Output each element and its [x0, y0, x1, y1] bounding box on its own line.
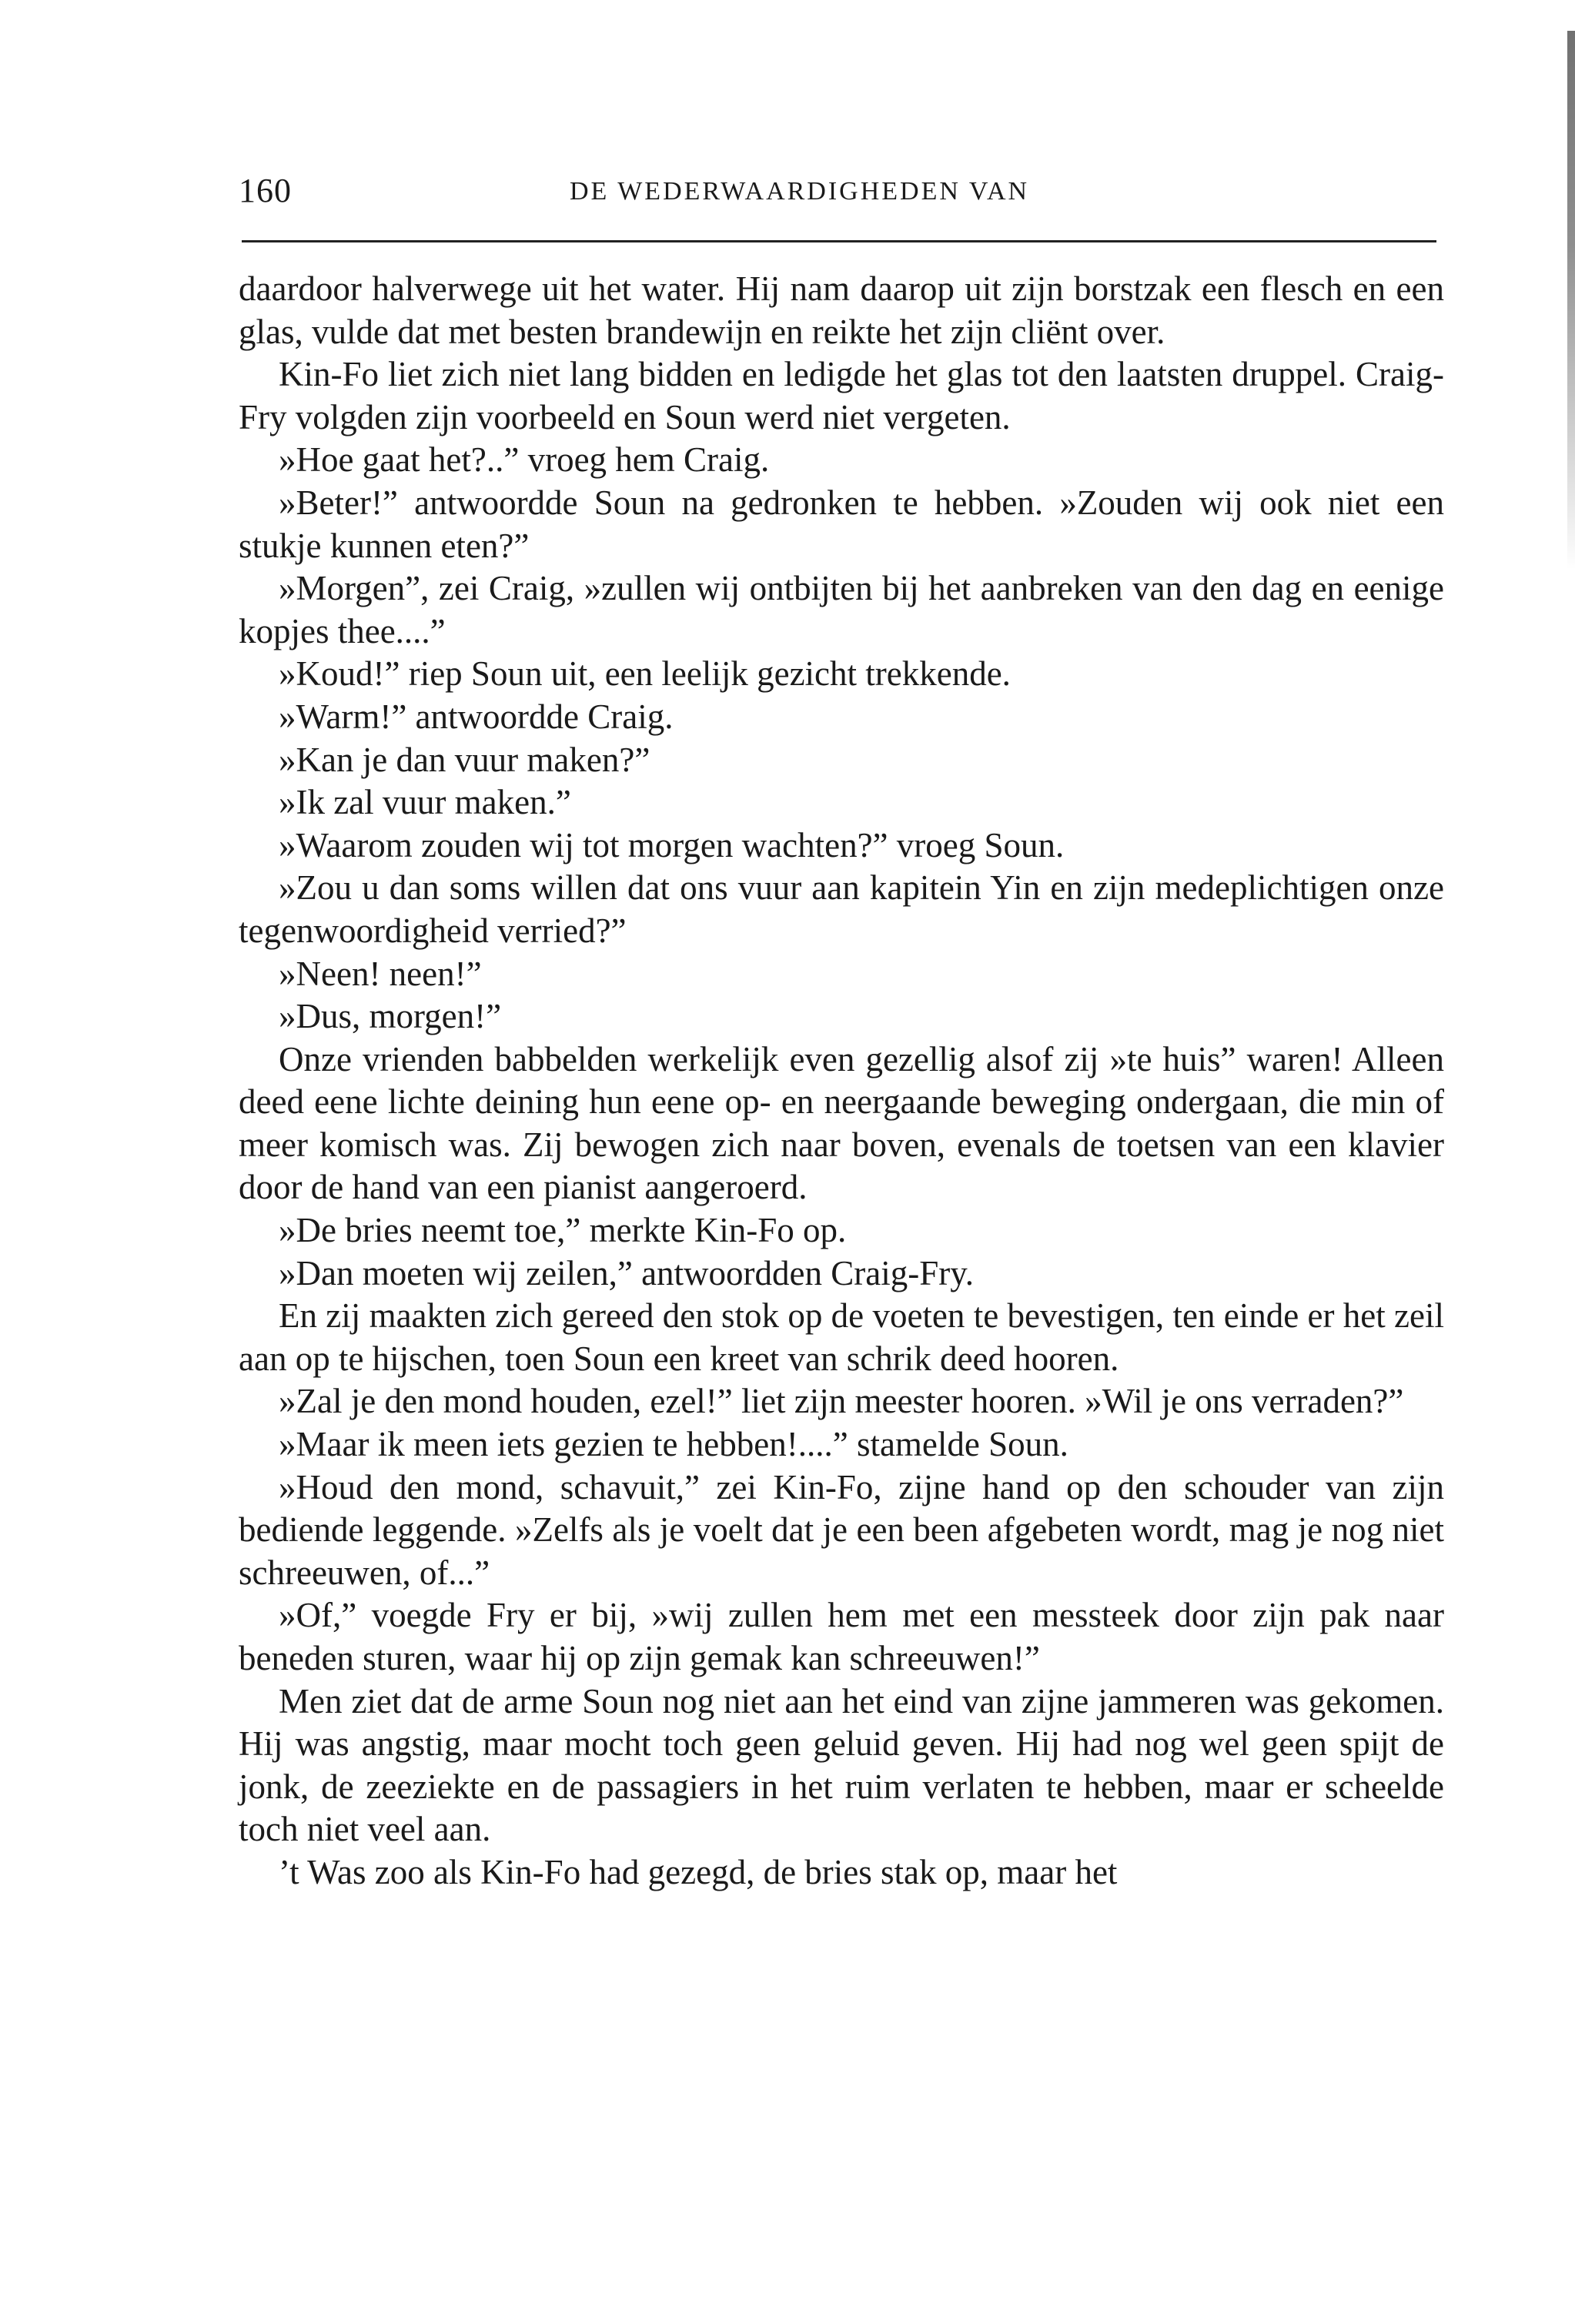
paragraph: »Morgen”, zei Craig, »zullen wij ontbijten bij het aanbreken van den dag en eenige kopjes thee....” — [239, 569, 1444, 650]
paragraph: »Waarom zouden wij tot morgen wachten?” vroeg Soun. — [279, 825, 1065, 864]
paragraph: »Kan je dan vuur maken?” — [279, 740, 650, 779]
paragraph: »Ik zal vuur maken.” — [279, 783, 571, 822]
page-header — [239, 171, 1440, 217]
paragraph: Kin-Fo liet zich niet lang bidden en ledigde het glas tot den laatsten druppel. Craig-Fry volgden zijn voorbeeld en Soun werd niet vergeten. — [239, 355, 1444, 436]
paragraph: »De bries neemt toe,” merkte Kin-Fo op. — [279, 1211, 847, 1250]
paragraph: daardoor halverwege uit het water. Hij nam daarop uit zijn borstzak een flesch en een glas, vulde dat met besten brandewijn en reikte het zijn cliënt over. — [239, 269, 1444, 351]
paragraph: »Koud!” riep Soun uit, een leelijk gezicht trekkende. — [279, 654, 1011, 694]
paragraph: »Dus, morgen!” — [279, 997, 502, 1036]
paragraph: »Warm!” antwoordde Craig. — [279, 697, 674, 736]
paragraph: »Maar ik meen iets gezien te hebben!....” stamelde Soun. — [279, 1425, 1068, 1464]
running-head: DE WEDERWAARDIGHEDEN VAN — [570, 177, 1030, 206]
paragraph: »Beter!” antwoordde Soun na gedronken te hebben. »Zouden wij ook niet een stukje kunnen eten?” — [239, 483, 1444, 565]
paragraph: »Of,” voegde Fry er bij, »wij zullen hem met een messteek door zijn pak naar beneden sturen, waar hij op zijn gemak kan schreeuwen!” — [239, 1596, 1444, 1677]
paragraph: »Neen! neen!” — [279, 954, 482, 993]
page-number: 160 — [239, 172, 292, 209]
paragraph: »Zou u dan soms willen dat ons vuur aan kapitein Yin en zijn medeplichtigen onze tegenwoordigheid verried?” — [239, 868, 1444, 950]
paragraph: ’t Was zoo als Kin-Fo had gezegd, de bries stak op, maar het — [279, 1852, 1118, 1891]
paragraph: »Dan moeten wij zeilen,” antwoordden Craig-Fry. — [279, 1253, 975, 1292]
page-edge-shadow — [1567, 31, 1575, 570]
paragraph: »Zal je den mond houden, ezel!” liet zijn meester hooren. »Wil je ons verraden?” — [279, 1382, 1404, 1421]
body-text — [239, 268, 1444, 1894]
paragraph: »Hoe gaat het?..” vroeg hem Craig. — [279, 440, 770, 480]
header-rule — [242, 240, 1436, 242]
paragraph: En zij maakten zich gereed den stok op de voeten te bevestigen, ten einde er het zeil aan op te hijschen, toen Soun een kreet van schrik deed hooren. — [239, 1296, 1444, 1378]
paragraph: »Houd den mond, schavuit,” zei Kin-Fo, zijne hand op den schouder van zijn bediende leggende. »Zelfs als je voelt dat je een been afgebeten wordt, mag je nog niet schreeuwen, of...” — [239, 1467, 1444, 1592]
paragraph: Men ziet dat de arme Soun nog niet aan het eind van zijne jammeren was gekomen. Hij was angstig, maar mocht toch geen geluid geven. Hij had nog wel geen spijt de jonk, de zeeziekte en de passagiers in het ruim verlaten te hebben, maar er scheelde toch niet veel aan. — [239, 1681, 1444, 1849]
paragraph: Onze vrienden babbelden werkelijk even gezellig alsof zij »te huis” waren! Alleen deed eene lichte deining hun eene op- en neergaande beweging ondergaan, die min of meer komisch was. Zij bewogen zich naar boven, evenals de toetsen van een klavier door de hand van een pianist aangeroerd. — [239, 1039, 1444, 1207]
